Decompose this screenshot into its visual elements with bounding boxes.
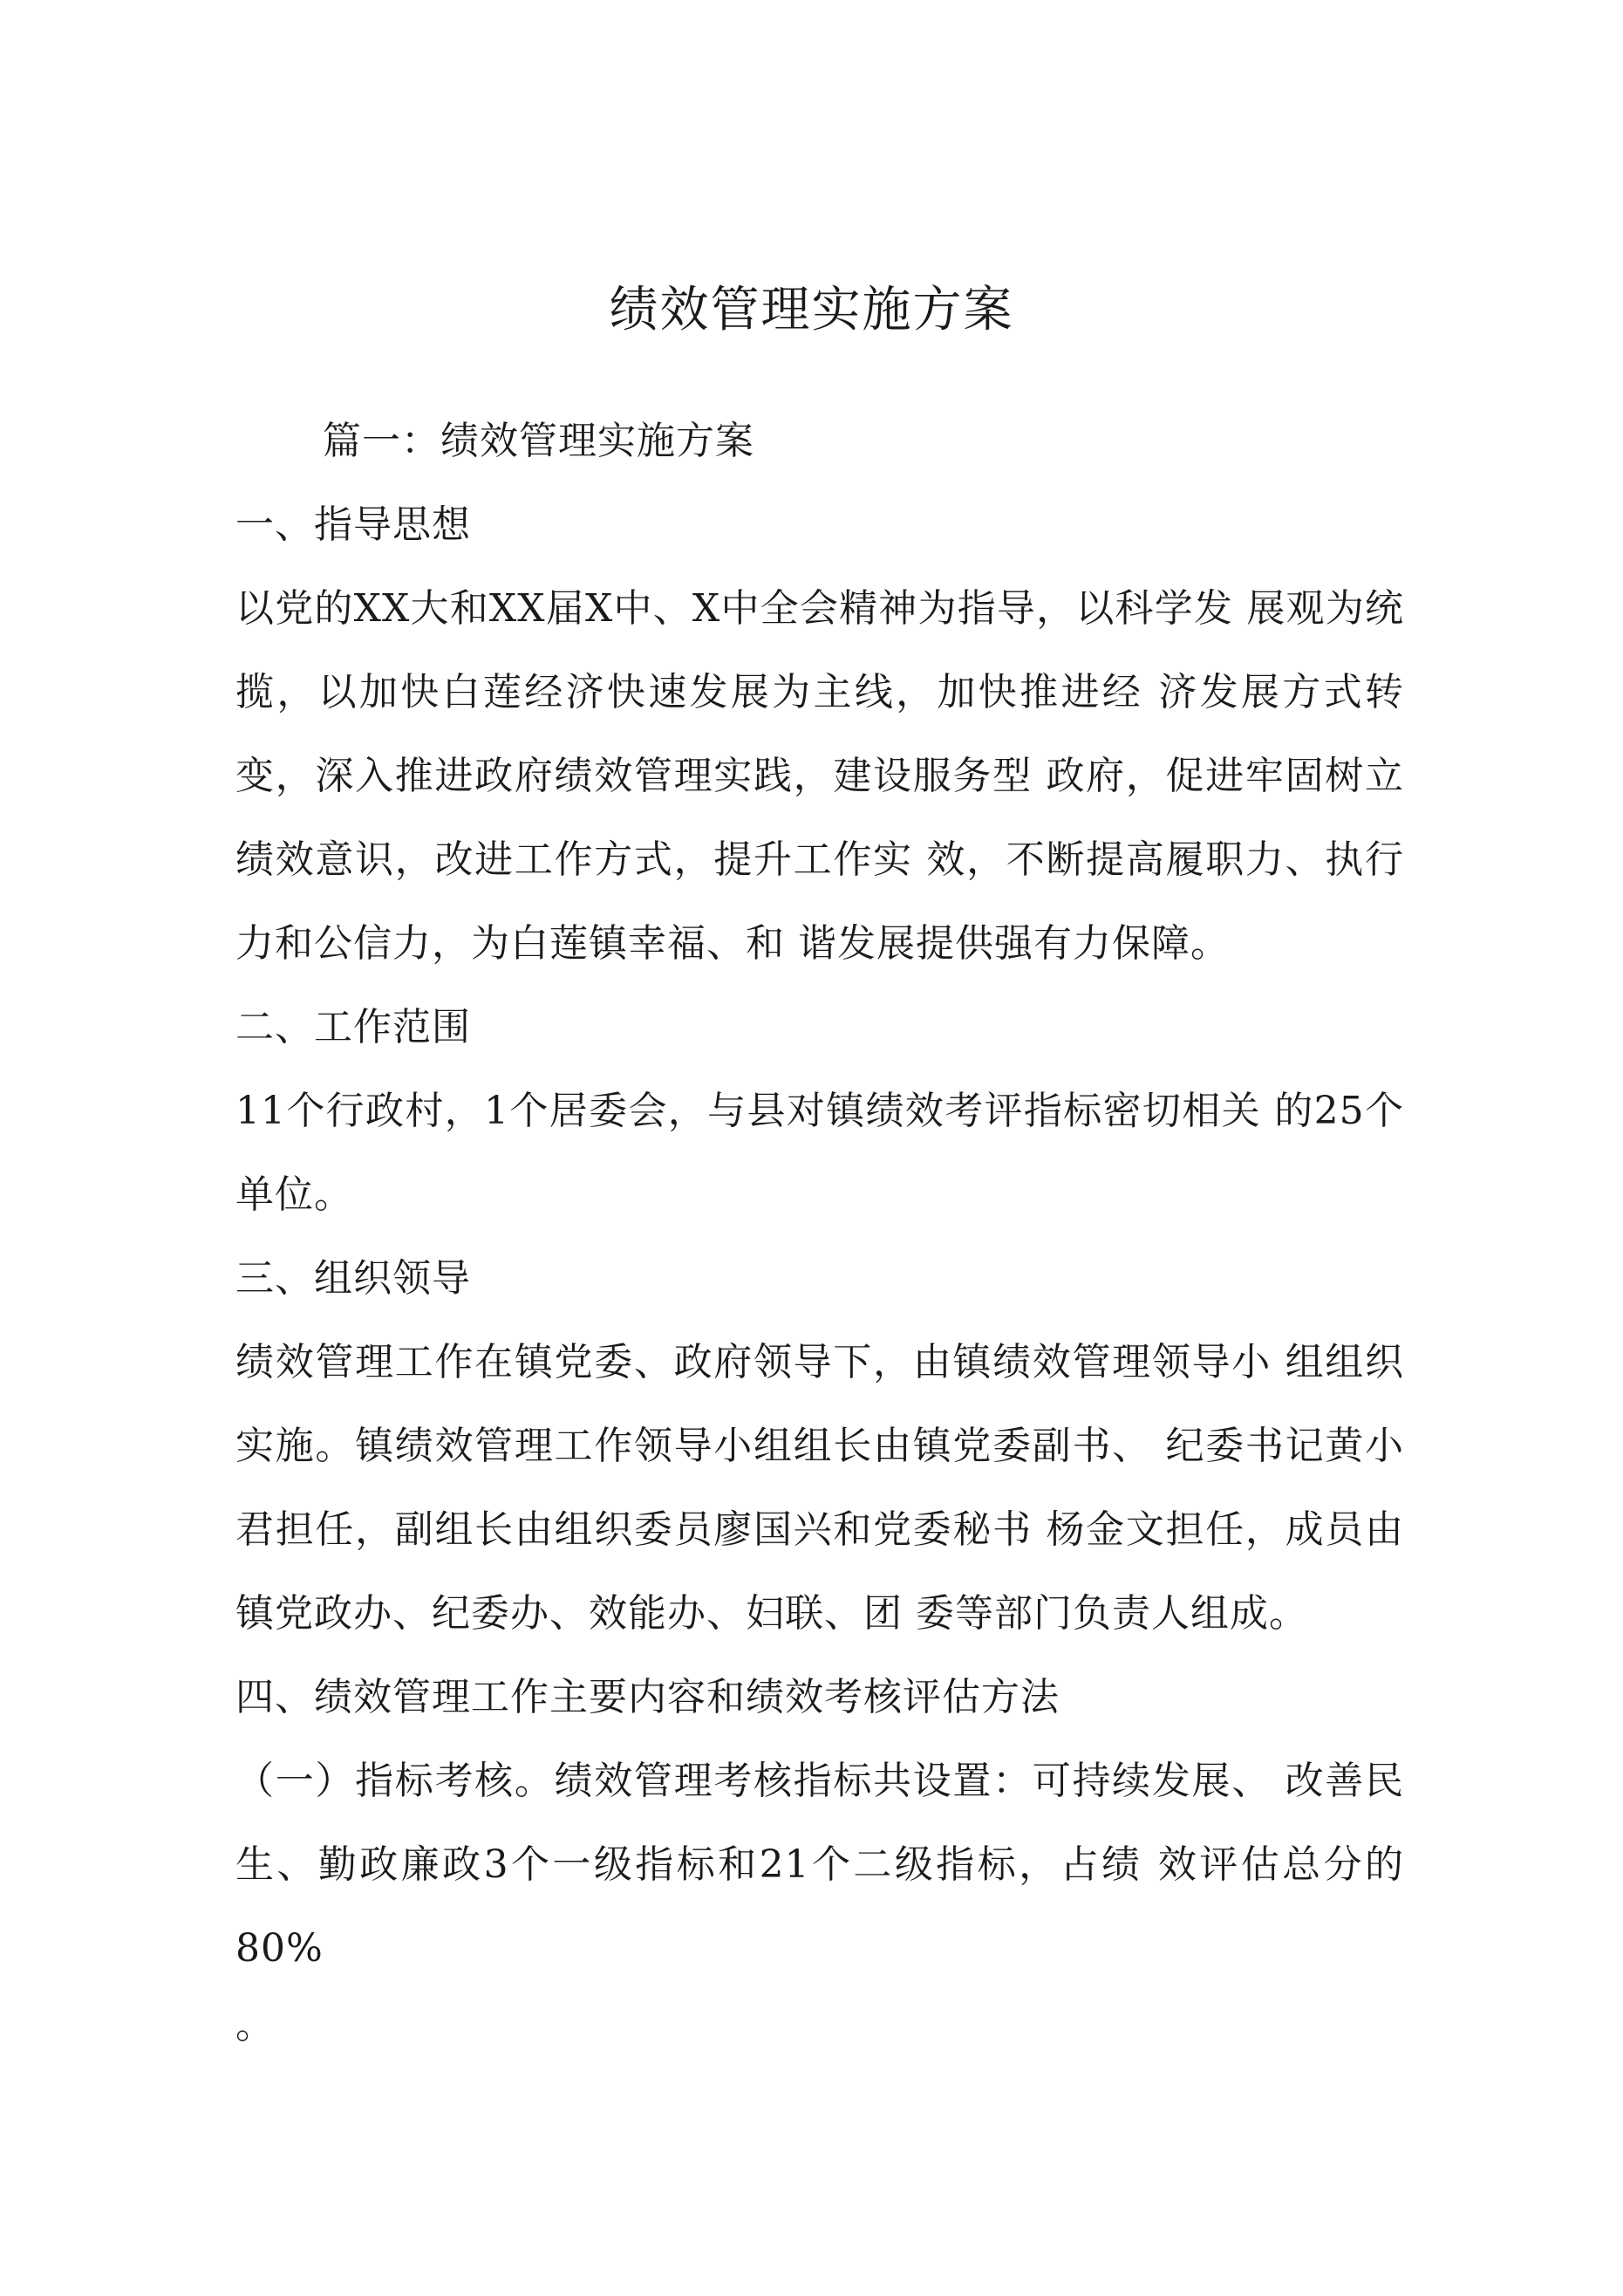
section-heading: 四、绩效管理工作主要内容和绩效考核评估方法 — [235, 1675, 1060, 1719]
section-heading: 三、组织领导 — [235, 1256, 471, 1301]
section-paragraph: 以党的XX大和XX届X中、X中全会精神为指导，以科学发 展观为统揽，以加快白莲经济快速发展为主线，加快推进经 济发展方式转变，深入推进政府绩效管理实践，建设服务型 政府，促进牢固树立绩效意识，改进工作方式，提升工作实 效，不断提高履职力、执行力和公信力，为白莲镇幸福、和 谐发展提供强有力保障。 — [235, 586, 1404, 966]
section-heading: 一、指导思想 — [235, 502, 471, 547]
section-paragraph-tail: 。 — [235, 2003, 275, 2047]
section-heading: 二、工作范围 — [235, 1005, 471, 1049]
document-body — [235, 400, 1404, 2067]
section-paragraph: （一）指标考核。绩效管理考核指标共设置：可持续发展、 改善民生、勤政廉政3个一级指标和21个二级指标，占绩 效评估总分的80% — [235, 1759, 1404, 1971]
document-title: 绩效管理实施方案 — [609, 282, 1014, 338]
document-subtitle: 篇一：绩效管理实施方案 — [323, 419, 754, 463]
section-paragraph: 绩效管理工作在镇党委、政府领导下，由镇绩效管理领导小 组组织实施。镇绩效管理工作领导小组组长由镇党委副书、 纪委书记黄小君担任，副组长由组织委员廖国兴和党委秘书 杨金文担任，成员由镇党政办、纪委办、效能办、妇联、团 委等部门负责人组成。 — [235, 1340, 1404, 1636]
section-paragraph: 11个行政村，1个居委会，与县对镇绩效考评指标密切相关 的25个单位。 — [235, 1089, 1404, 1217]
